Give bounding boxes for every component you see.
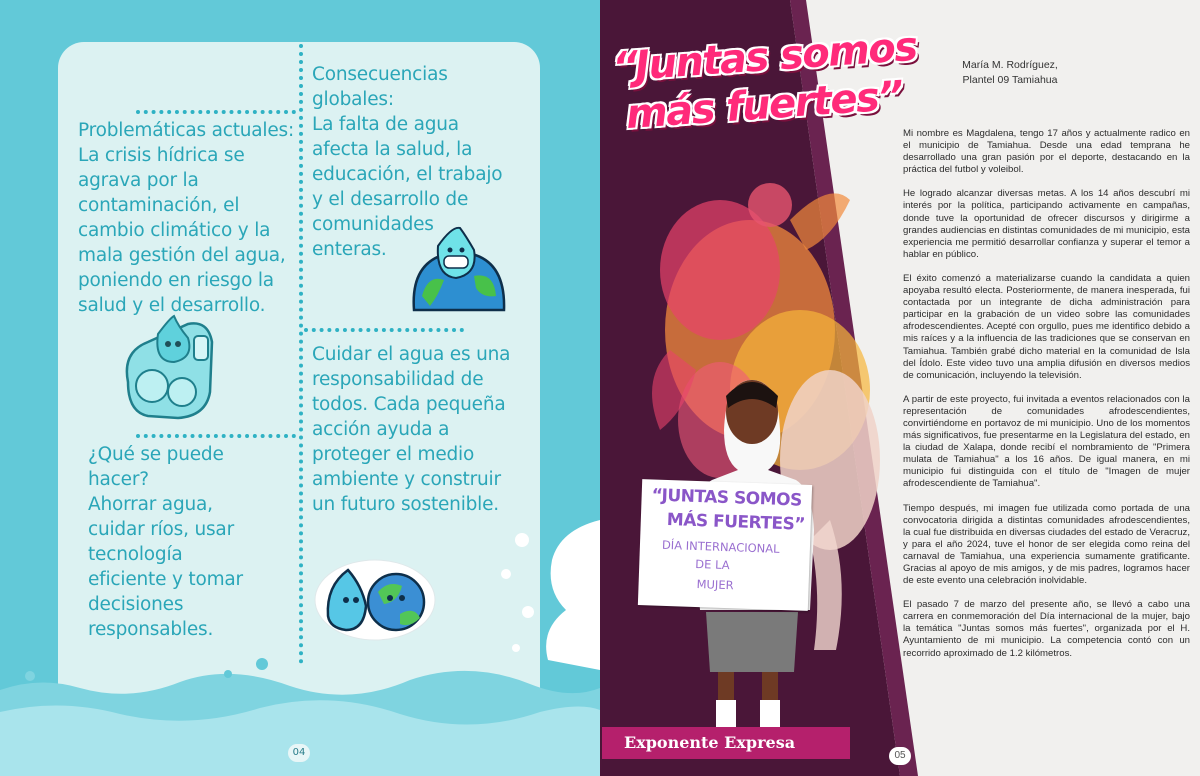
consequences-line: afecta la salud, la bbox=[312, 139, 473, 160]
care-line: responsabilidad de bbox=[312, 369, 484, 390]
what_to_do-line: ¿Qué se puede bbox=[88, 444, 224, 465]
title-line-2: más fuertes” bbox=[624, 72, 904, 139]
sign-line-1: “JUNTAS SOMOS bbox=[651, 485, 803, 511]
article-paragraph: A partir de este proyecto, fui invitada a eventos relacionados con la representación de comunidades afrodescendientes, convirtiéndome en portavoz de mi municipio. Uno de los momentos más significativos, fue presentarme en la Legislatura del estado, en la ciudad de Xalapa, donde recibí el nombramiento de "Primera mulata de Tamiahua" a los 16 años. De igual manera, en mi municipio fui distinguida con el título de "Imagen de mujer afrodescendiente de Tamiahua". bbox=[903, 393, 1190, 490]
page-number: 04 bbox=[288, 744, 310, 762]
problems-line: mala gestión del agua, bbox=[78, 245, 286, 266]
consequences-line: La falta de agua bbox=[312, 114, 459, 135]
care-line: todos. Cada pequeña bbox=[312, 394, 506, 415]
consequences-line: enteras. bbox=[312, 239, 387, 260]
page-number: 05 bbox=[889, 747, 911, 765]
author-byline bbox=[950, 58, 1070, 88]
problems-line: cambio climático y la bbox=[78, 220, 271, 241]
sign-line-3: DÍA INTERNACIONAL bbox=[661, 537, 780, 556]
consequences-line: educación, el trabajo bbox=[312, 164, 503, 185]
what_to_do-line: eficiente y tomar bbox=[88, 569, 243, 590]
article-paragraph: Tiempo después, mi imagen fue utilizada como portada de una convocatoria dirigida a distintas comunidades afrodescendientes, la cual fue distribuida en diversas ciudades del estado de Veracruz, y para el año 2024, tuve el honor de ser elegida como reina del carnaval de Tamiahua, una experiencia sumamente gratificante. Gracias al apoyo de mis amigos, y de mis padres, logramos hacer de este evento una celebración inolvidable. bbox=[903, 502, 1190, 587]
article-paragraph: Mi nombre es Magdalena, tengo 17 años y actualmente radico en el municipio de Tamiahua. Desde una edad temprana he desarrollado una gran pasión por el deporte, destacando en la práctica del futbol y voleibol. bbox=[903, 128, 1190, 176]
problems-line: salud y el desarrollo. bbox=[78, 295, 266, 316]
care-line: proteger el medio bbox=[312, 444, 475, 465]
what_to_do-line: cuidar ríos, usar bbox=[88, 519, 234, 540]
sign-line-2: MÁS FUERTES” bbox=[666, 509, 806, 535]
what_to_do-line: responsables. bbox=[88, 619, 214, 640]
article-body bbox=[903, 128, 1190, 672]
care-line: un futuro sostenible. bbox=[312, 494, 499, 515]
author-campus: Plantel 09 Tamiahua bbox=[962, 74, 1058, 86]
author-name: María M. Rodríguez, bbox=[962, 59, 1058, 71]
problems-line: Problemáticas actuales: bbox=[78, 120, 295, 141]
problems-line: contaminación, el bbox=[78, 195, 240, 216]
article-paragraph: El éxito comenzó a materializarse cuando la candidata a quien apoyaba resultó electa. Posteriormente, de manera inesperada, fui contactada por un integrante de dicha administración para participar en la grabación de un video sobre las comunidades afrodescendientes. Acepté con orgullo, pues me identifico debido a mis raíces y a la influencia de las tradiciones que se conservan en Tamiahua. También grabé dicho material en la comunidad de Isla del Ídolo. Este video tuvo una amplia difusión en diversos medios de comunicación, incluyendo la televisión. bbox=[903, 272, 1190, 381]
what_to_do-line: decisiones bbox=[88, 594, 184, 615]
what_to_do-line: tecnología bbox=[88, 544, 183, 565]
what_to_do-line: Ahorrar agua, bbox=[88, 494, 213, 515]
protest-sign bbox=[638, 479, 812, 611]
what_to_do-line: hacer? bbox=[88, 469, 149, 490]
right-page bbox=[600, 0, 1200, 776]
consequences-line: comunidades bbox=[312, 214, 434, 235]
problems-line: agrava por la bbox=[78, 170, 199, 191]
title-line-1: “Juntas somos bbox=[611, 23, 919, 91]
care-line: acción ayuda a bbox=[312, 419, 450, 440]
consequences-line: globales: bbox=[312, 89, 394, 110]
sign-line-4: DE LA bbox=[695, 556, 730, 573]
care-line: Cuidar el agua es una bbox=[312, 344, 511, 365]
consequences-line: y el desarrollo de bbox=[312, 189, 469, 210]
care-line: ambiente y construir bbox=[312, 469, 501, 490]
article-paragraph: El pasado 7 de marzo del presente año, se llevó a cabo una carrera en conmemoración del Día internacional de la mujer, bajo la temática "Juntas somos más fuertes", organizada por el H. Ayuntamiento de mi municipio. La competencia contó con un recorrido aproximado de 1.2 kilómetros. bbox=[903, 599, 1190, 659]
consequences-line: Consecuencias bbox=[312, 64, 448, 85]
sign-line-5: MUJER bbox=[696, 577, 734, 593]
problems-line: poniendo en riesgo la bbox=[78, 270, 274, 291]
problems-line: La crisis hídrica se bbox=[78, 145, 245, 166]
article-paragraph: He logrado alcanzar diversas metas. A los 14 años descubrí mi interés por la política, participando activamente en campañas, donde tuve la oportunidad de ofrecer discursos y dirigirme a grandes audiencias en distintas comunidades de mi municipio, esta experiencia me permitió desarrollar confianza y superar el temor a hablar en público. bbox=[903, 188, 1190, 260]
section-label: Exponente Expresa bbox=[624, 733, 796, 752]
